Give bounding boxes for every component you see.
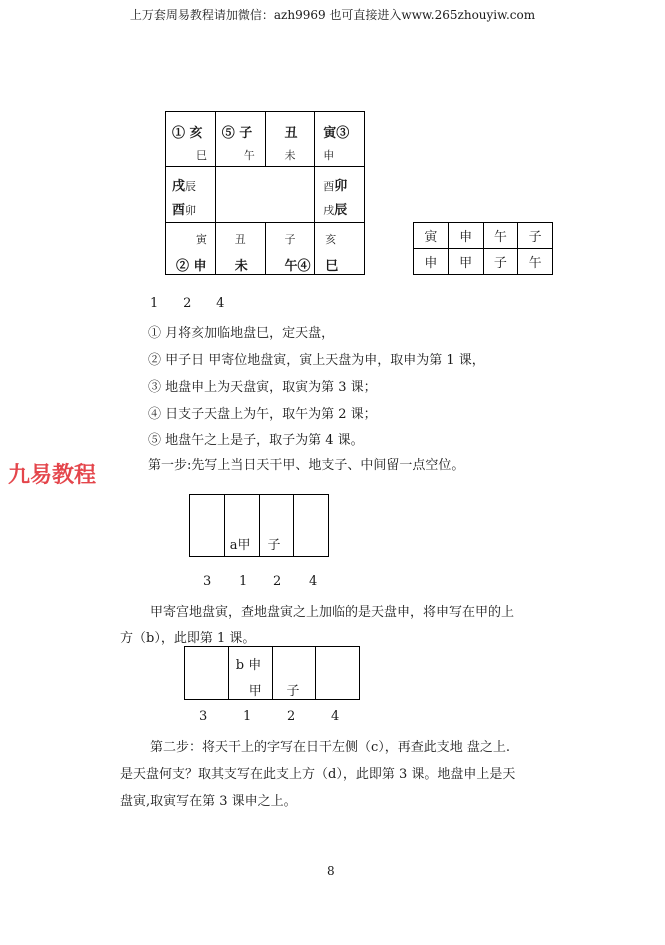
chart-cell: 寅③ 申	[315, 112, 365, 167]
box-cell	[316, 647, 360, 700]
chart-cell: 子 午④	[265, 223, 315, 275]
box-cell: a甲	[224, 495, 259, 557]
box-number: 2	[273, 574, 282, 589]
paragraph-line: 盘寅,取寅写在第 3 课申之上。	[120, 794, 297, 809]
chart-cell: 寅 ② 申	[166, 223, 216, 275]
box-number: 3	[203, 574, 212, 589]
box-number: 1	[243, 709, 252, 724]
box-number: 1	[239, 574, 248, 589]
chart-cell: ① 亥 巳	[166, 112, 216, 167]
chart-cell: 酉卯 戌辰	[315, 167, 365, 223]
chart-cell: 丑 未	[215, 223, 265, 275]
step-one-text: 第一步:先写上当日天干甲、地支子、中间留一点空位。	[148, 458, 465, 473]
chart-cell: ⑤ 子 午	[215, 112, 265, 167]
box-cell: 子	[259, 495, 294, 557]
list-item: ① 月将亥加临地盘巳，定天盘，	[148, 326, 335, 341]
list-item: ② 甲子日 甲寄位地盘寅，寅上天盘为申，取申为第 1 课，	[148, 353, 485, 368]
page-header: 上万套周易教程请加微信：azh9969 也可直接进入www.265zhouyiw.com	[129, 8, 536, 22]
list-item: ③ 地盘申上为天盘寅，取寅为第 3 课；	[148, 380, 377, 395]
watermark-logo: 九易教程	[8, 463, 97, 488]
list-item: ⑤ 地盘午之上是子，取子为第 4 课。	[148, 433, 364, 448]
chart-center-empty	[215, 167, 315, 223]
box-number: 2	[287, 709, 296, 724]
paragraph-line: 第二步：将天干上的字写在日干左侧（c），再查此支地 盘之上.	[150, 740, 511, 755]
box-cell: 子	[272, 647, 316, 700]
lesson-box-2	[184, 646, 360, 700]
box-cell: b 申 甲	[228, 647, 272, 700]
chart-cell: 戌辰 酉卯	[166, 167, 216, 223]
box-cell	[190, 495, 225, 557]
box-cell	[185, 647, 229, 700]
box-number: 4	[331, 709, 340, 724]
number-line: 1 2 4	[150, 296, 225, 311]
heaven-plate-chart	[165, 111, 365, 275]
chart-cell: 亥 巳	[315, 223, 365, 275]
chart-cell: 丑 未	[265, 112, 315, 167]
page-number: 8	[327, 864, 335, 878]
lesson-box-1	[189, 494, 329, 557]
box-cell	[294, 495, 329, 557]
box-number: 3	[199, 709, 208, 724]
paragraph-line: 是天盘何支？取其支写在此支上方（d），此即第 3 课。地盘申上是天	[120, 767, 516, 782]
four-lessons-table: 寅 申 午 子 申 甲 子 午	[413, 222, 553, 275]
paragraph-line: 方（b），此即第 1 课。	[120, 631, 256, 646]
list-item: ④ 日支子天盘上为午，取午为第 2 课；	[148, 407, 377, 422]
box-number: 4	[309, 574, 318, 589]
paragraph-line: 甲寄宫地盘寅，查地盘寅之上加临的是天盘申，将申写在甲的上	[150, 605, 515, 620]
